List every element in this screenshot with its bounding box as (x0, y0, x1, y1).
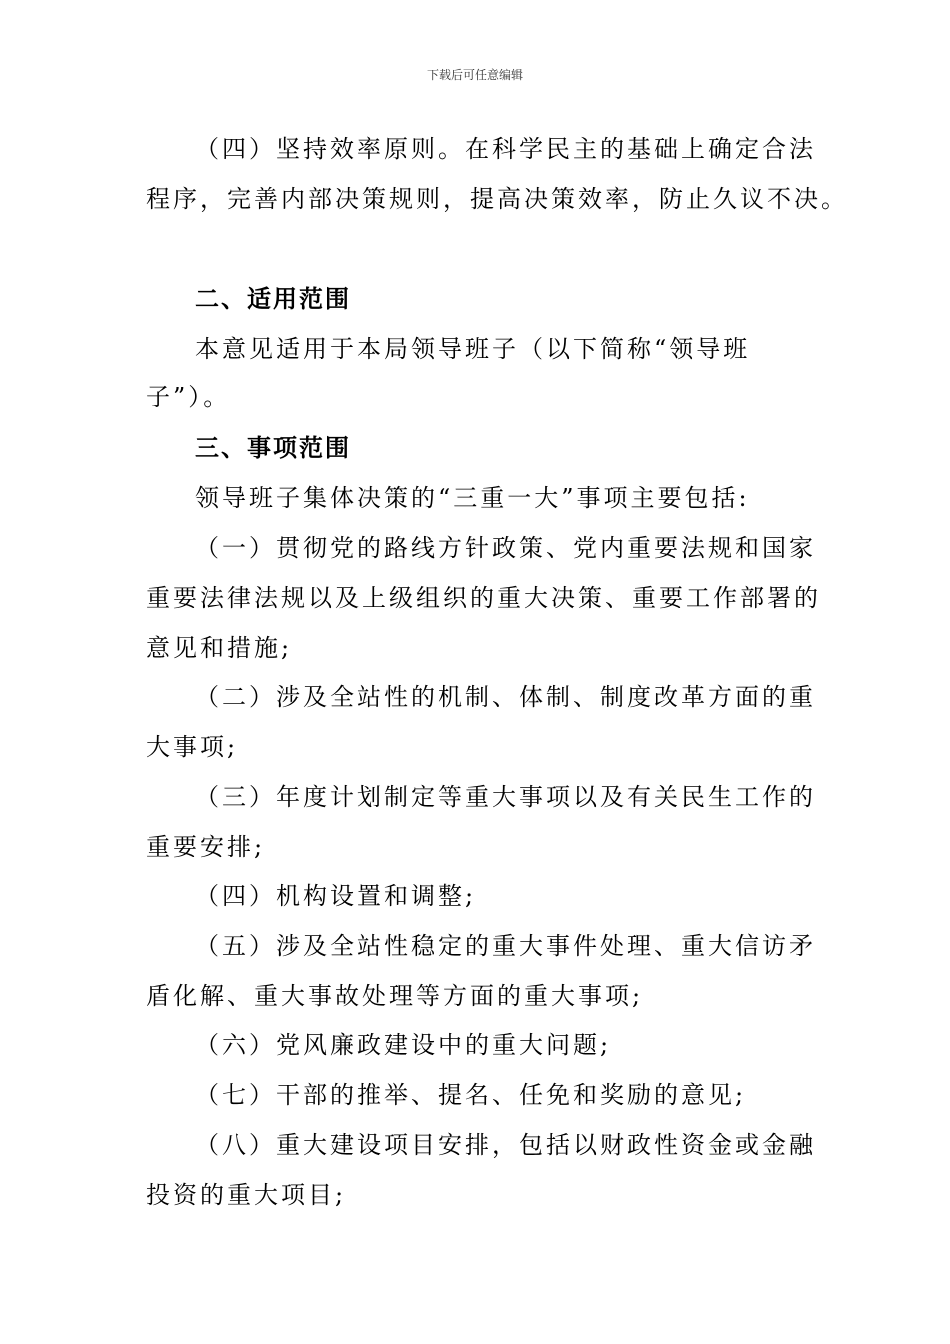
paragraph-line: 本意见适用于本局领导班子（以下简称“领导班 (195, 335, 751, 363)
paragraph-line: 领导班子集体决策的“三重一大”事项主要包括: (195, 484, 750, 512)
list-item-line: （三）年度计划制定等重大事项以及有关民生工作的 (195, 783, 816, 811)
list-item-line: （七）干部的推举、提名、任免和奖励的意见; (195, 1081, 747, 1109)
list-item-line: 重要法律法规以及上级组织的重大决策、重要工作部署的 (146, 584, 821, 612)
list-item-line: （二）涉及全站性的机制、体制、制度改革方面的重 (195, 683, 816, 711)
list-item-line: （四）机构设置和调整; (195, 882, 477, 910)
list-item-line: （六）党风廉政建设中的重大问题; (195, 1031, 612, 1059)
list-item-line: （一）贯彻党的路线方针政策、党内重要法规和国家 (195, 534, 816, 562)
section-heading-scope: 二、适用范围 (195, 285, 351, 313)
page-header-note: 下载后可任意编辑 (426, 68, 523, 82)
paragraph-line: 子”）。 (146, 383, 231, 411)
list-item-line: （五）涉及全站性稳定的重大事件处理、重大信访矛 (195, 932, 816, 960)
list-item-line: 重要安排; (146, 833, 266, 861)
paragraph-line: （四）坚持效率原则。在科学民主的基础上确定合法 (195, 135, 816, 163)
section-heading-matters: 三、事项范围 (195, 434, 351, 462)
list-item-line: 盾化解、重大事故处理等方面的重大事项; (146, 982, 644, 1010)
list-item-line: 投资的重大项目; (146, 1181, 347, 1209)
list-item-line: 意见和措施; (146, 634, 293, 662)
list-item-line: （八）重大建设项目安排，包括以财政性资金或金融 (195, 1131, 816, 1159)
list-item-line: 大事项; (146, 733, 239, 761)
paragraph-line: 程序，完善内部决策规则，提高决策效率，防止久议不决。 (146, 185, 848, 213)
